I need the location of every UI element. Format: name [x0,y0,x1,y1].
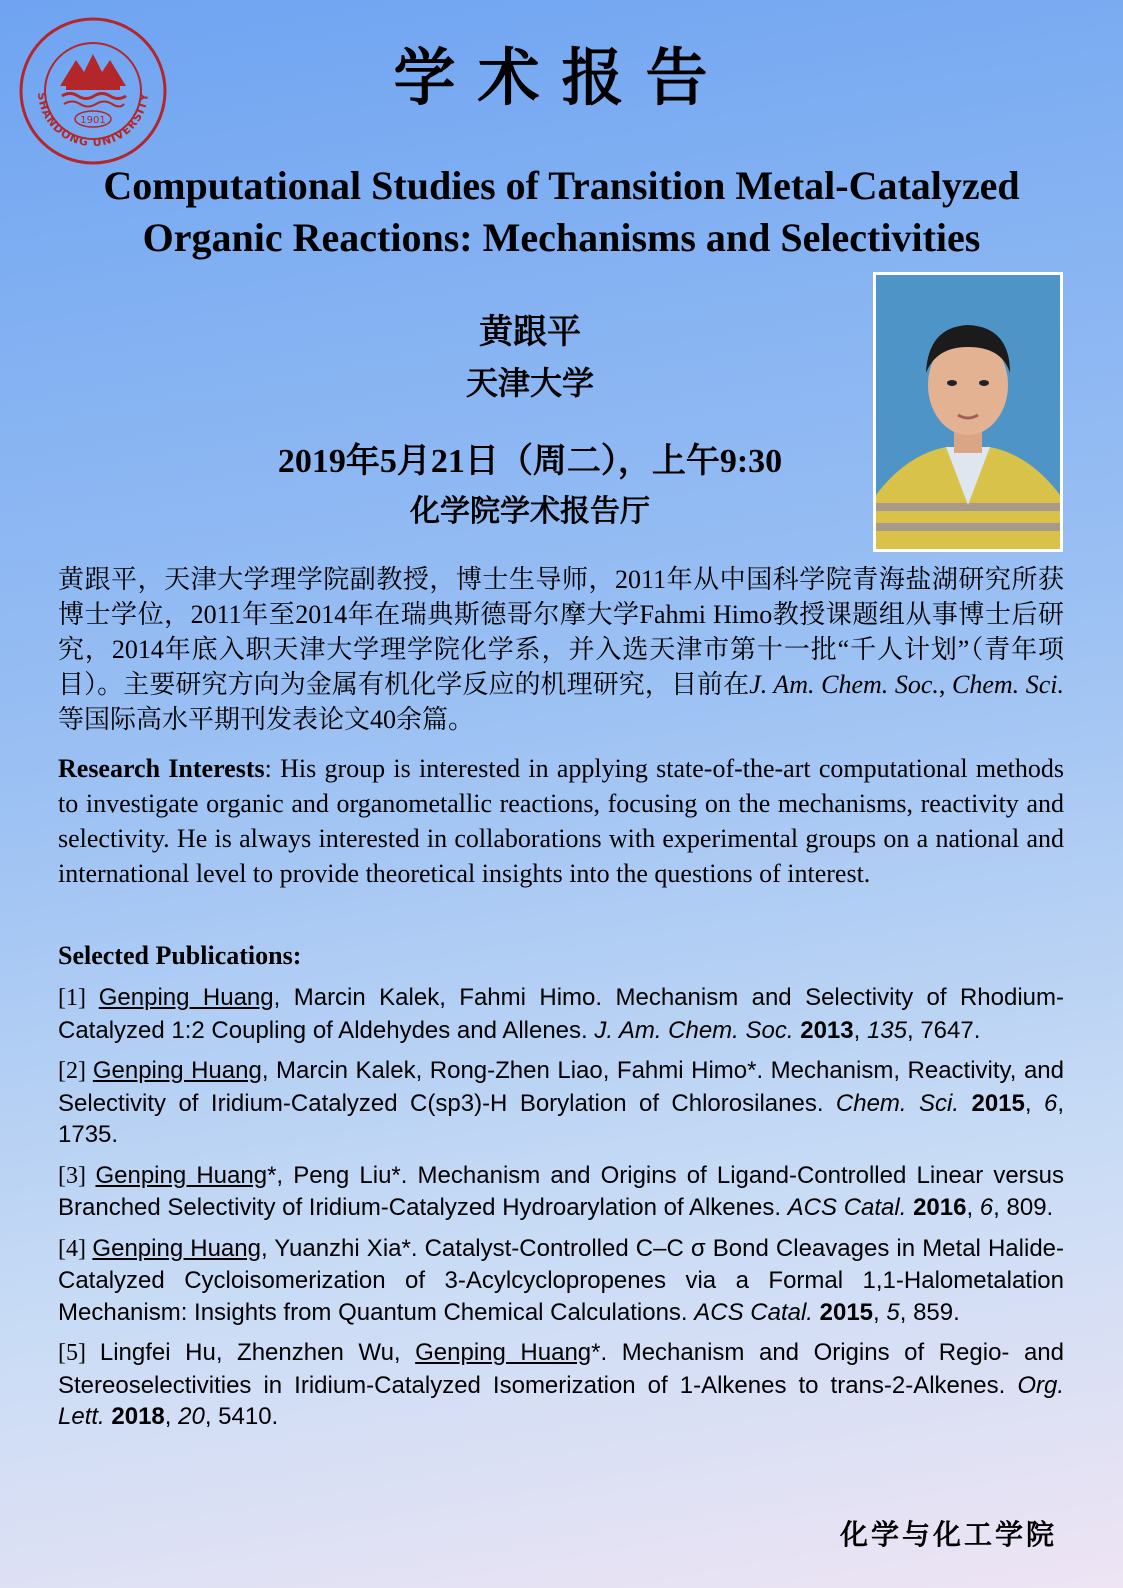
publication-number: [5] [58,1340,100,1366]
publication-text: , Marcin Kalek, Fahmi Himo. Mechanism and Selectivity of Rhodium-Catalyzed 1:2 Coupling of Aldehydes and Allenes. [58,984,1065,1044]
bio-text-end: 等国际高水平期刊发表论文40余篇。 [58,705,475,734]
publication-author: Genping Huang [95,1161,268,1189]
publication-number: [2] [58,1058,93,1084]
research-interests-label: Research Interests [58,754,265,783]
publication-journal: J. Am. Chem. Soc. [594,1016,794,1044]
speaker-photo [873,272,1063,552]
publication-item: [1] Genping Huang, Marcin Kalek, Fahmi Himo. Mechanism and Selectivity of Rhodium-Catalyzed 1:2 Coupling of Aldehydes and Allenes. J. Am. Chem. Soc. 2013, 135, 7647. [58,984,1065,1044]
publication-coauthors: Lingfei Hu, Zhenzhen Wu, [99,1339,416,1366]
talk-venue: 化学院学术报告厅 [410,495,650,528]
bio-separator: , [938,670,952,699]
publication-journal: ACS Catal. [787,1194,907,1221]
publication-volume: 20 [178,1403,205,1430]
publication-author: Genping Huang [98,984,274,1011]
publication-year: 2015 [971,1089,1025,1117]
publication-pages: , 809. [993,1194,1054,1221]
talk-datetime: 2019年5月21日（周二），上午9:30 [277,443,783,480]
publication-journal: Org. Lett. [58,1371,1064,1430]
publication-pages: , 7647. [907,1016,981,1044]
talk-title-line-2: Organic Reactions: Mechanisms and Selectivities [142,215,981,260]
publication-year: 2016 [913,1194,967,1221]
publication-author: Genping Huang [92,1057,262,1084]
publication-text: , Yuanzhi Xia*. Catalyst-Controlled C–C σ Bond Cleavages in Metal Halide-Catalyzed Cycloisomerization of 3-Acylcyclopropenes via a Formal 1,1-Halometalation Mechanism: Insights from Quantum Chemical Calculations. [58,1234,1065,1326]
publication-year: 2018 [111,1403,165,1430]
talk-title [40,160,1083,264]
bio-journal-jacs: J. Am. Chem. Soc. [749,670,939,699]
page-title: 学术报告 [393,41,730,114]
publication-pages: , 5410. [204,1403,279,1430]
publication-number: [1] [58,985,99,1011]
publications-heading: Selected Publications: [58,941,302,970]
publication-item: [3] Genping Huang*, Peng Liu*. Mechanism and Origins of Ligand-Controlled Linear versus Branched Selectivity of Iridium-Catalyzed Hydroarylation of Alkenes. ACS Catal. 2016, 6, 809. [58,1161,1065,1221]
publication-text: , Marcin Kalek, Rong-Zhen Liao, Fahmi Himo*. Mechanism, Reactivity, and Selectivity of Iridium-Catalyzed C(sp3)-H Borylation of Chlorosilanes. [58,1057,1065,1117]
publication-volume: 135 [866,1016,907,1044]
publications-list [58,982,1064,1442]
publication-text: *. Mechanism and Origins of Regio- and Stereoselectivities in Iridium-Catalyzed Isomerization of 1-Alkenes to trans-2-Alkenes. [58,1339,1064,1399]
publication-volume: 6 [1043,1089,1058,1117]
publication-item: [4] Genping Huang, Yuanzhi Xia*. Catalyst-Controlled C–C σ Bond Cleavages in Metal Halide-Catalyzed Cycloisomerization of 3-Acylcyclopropenes via a Formal 1,1-Halometalation Mechanism: Insights from Quantum Chemical Calculations. ACS Catal. 2015, 5, 859. [58,1234,1065,1326]
publication-item: [2] Genping Huang, Marcin Kalek, Rong-Zhen Liao, Fahmi Himo*. Mechanism, Reactivity, and Selectivity of Iridium-Catalyzed C(sp3)-H Borylation of Chlorosilanes. Chem. Sci. 2015, 6, 1735. [58,1057,1065,1148]
publication-year: 2015 [819,1298,874,1326]
publication-item: [5] Lingfei Hu, Zhenzhen Wu, Genping Huang*. Mechanism and Origins of Regio- and Stereoselectivities in Iridium-Catalyzed Isomerization of 1-Alkenes to trans-2-Alkenes. Org. Lett. 2018, 20, 5410. [58,1339,1064,1430]
publication-year: 2013 [800,1016,854,1044]
speaker-affiliation: 天津大学 [465,365,594,401]
bio-journal-chemsci: Chem. Sci. [952,670,1065,699]
publication-volume: 5 [886,1298,900,1326]
research-interests [58,751,1064,891]
svg-text:SHANDONG UNIVERSITY: SHANDONG UNIVERSITY [34,91,152,150]
talk-title-line-1: Computational Studies of Transition Metal-Catalyzed [103,163,1020,208]
publication-number: [4] [58,1235,93,1262]
publication-journal: Chem. Sci. [835,1089,960,1117]
speaker-name: 黄跟平 [479,314,581,351]
publication-pages: , 1735. [58,1089,1064,1148]
publication-text: *, Peng Liu*. Mechanism and Origins of Ligand-Controlled Linear versus Branched Selectivity of Iridium-Catalyzed Hydroarylation of Alkenes. [58,1161,1065,1221]
bio-text: 黄跟平，天津大学理学院副教授，博士生导师，2011年从中国科学院青海盐湖研究所获博士学位，2011年至2014年在瑞典斯德哥尔摩大学Fahmi Himo教授课题组从事博士后研究，2014年底入职天津大学理学院化学系，并入选天津市第十一批“千人计划”（青年项目）。主要研究方向为金属有机化学反应的机理研究，目前在 [58,565,1064,699]
research-interests-text: : His group is interested in applying state-of-the-art computational methods to investigate organic and organometallic reactions, focusing on the mechanisms, reactivity and selectivity. He is always interested in collaborations with experimental groups on a national and international level to provide theoretical insights into the questions of interest. [58,754,1064,888]
publication-author: Genping Huang [92,1234,261,1262]
publication-author: Genping Huang [415,1339,592,1366]
publication-pages: , 859. [899,1298,960,1326]
footer-school: 化学与化工学院 [839,1520,1057,1551]
publication-number: [3] [58,1162,96,1189]
svg-text:1901: 1901 [80,115,106,126]
publication-volume: 6 [979,1194,994,1221]
publication-journal: ACS Catal. [694,1298,813,1326]
speaker-bio [58,562,1064,737]
